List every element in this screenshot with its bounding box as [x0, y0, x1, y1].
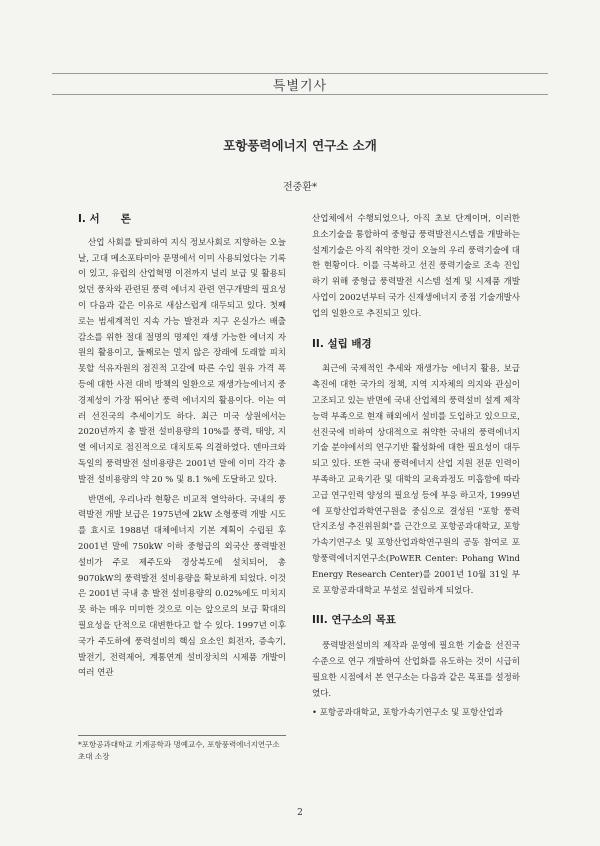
section-header-bar: [52, 73, 548, 95]
author: 전중환*: [283, 182, 317, 193]
article-title: 포항풍력에너지 연구소 소개: [223, 138, 377, 153]
paragraph: 풍력발전설비의 제작과 운영에 필요한 기술을 선진국 수준으로 연구 개발하여 산업화를 유도하는 것이 시급히 필요한 시점에서 본 연구소는 다음과 같은 목표를 설정하였다.: [312, 641, 520, 699]
bullet-text: 포항공과대학교, 포항가속기연구소 및 포항산업과: [319, 708, 503, 719]
page-number: 2: [297, 808, 303, 818]
paragraph: 최근에 국제적인 추세와 재생가능 에너지 활용, 보급 촉진에 대한 국가의 정책, 지역 지자체의 의지와 관심이 고조되고 있는 반면에 국내 산업체의 풍력설비 설계 제작 능력 부족으로 현재 해외에서 설비를 도입하고 있으므로, 선진국에 비하여 상대적으로 취약한 국내의 풍력에너지 기술 분야에서의 연구기반 활성화에 대한 필요성이 대두되고 있다. 또한 국내 풍력에너지 산업 지원 전문 인력이 부족하고 교육기관 및 대학의 교육과정도 미흡함에 따라 고급 연구인력 양성의 필요성 등에 부응 하고자, 1999년에 포항산업과학연구원을 중심으로 결성된 "포항 풍력 단지조성 추진위원회"를 근간으로 포항공과대학교, 포항가속기연구소 및 포항산업과학연구원의 공동 참여로 포항풍력에너지연구소(PoWER Center: Pohang Wind Energy Research Center)를 2001년 10월 31일 부로 포항공과대학교 부설로 설립하게 되었다.: [312, 364, 520, 596]
section-heading-background: II. 설립 배경: [312, 337, 372, 350]
paragraph-continued: 산업체에서 수행되었으나, 아직 초보 단계이며, 이러한 요소기술을 통합하여 중형급 풍력발전시스템을 개발하는 설계기술은 아직 취약한 것이 오늘의 우리 풍력기술에 대한 현황이다. 이를 극복하고 선진 풍력기술로 조속 진입하기 위해 중형급 풍력발전 시스템 설계 및 시제품 개발 사업이 2002년부터 국가 신재생에너지 중점 기술개발사업의 일환으로 추진되고 있다.: [312, 214, 520, 319]
bullet-icon: •: [312, 708, 320, 719]
right-column: [312, 212, 520, 726]
paragraph: 산업 사회를 탈피하여 지식 정보사회로 지향하는 오늘날, 고대 메소포타미아 문명에서 이미 사용되었다는 기록이 있고, 유럽의 산업혁명 이전까지 널리 보급 및 활용되었던 풍차와 관련된 풍력 에너지 관련 연구개발의 필요성이 다음과 같은 이유로 새삼스럽게 대두되고 있다. 첫째로는 범세계적인 지속 가능 발전과 지구 온실가스 배출 감소를 위한 절대 절명의 명제인 재생 가능한 에너지 자원의 활용이고, 둘째로는 멀지 않은 장래에 도래할 피치 못할 석유자원의 점진적 고갈에 따른 수입 원유 가격 폭등에 대한 사전 대비 방책의 일환으로 재생가능에너지 중 경제성이 가장 뛰어난 풍력 에너지의 활용이다. 이는 여러 선진국의 추세이기도 하다. 최근 미국 상원에서는 2020년까지 총 발전 설비용량의 10%를 풍력, 태양, 지열 에너지로 점진적으로 대치토록 의결하였다. 덴마크와 독일의 풍력발전 설비용량은 2001년 말에 이미 각각 총 발전 설비용량의 약 20 % 및 8.1 %에 도달하고 있다.: [78, 237, 286, 485]
footnote: *포항공과대학교 기계공학과 명예교수, 포항풍력에너지연구소 초대 소장: [78, 735, 286, 763]
section-heading-goals: III. 연구소의 목표: [312, 614, 396, 627]
bullet-item: [312, 706, 520, 722]
left-column: [78, 212, 286, 686]
section-label: 특별기사: [257, 75, 343, 94]
section-heading-intro: I. 서 론: [78, 213, 131, 225]
paragraph: 반면에, 우리나라 현황은 비교적 열악하다. 국내의 풍력발전 개발 보급은 1975년에 2kW 소형풍력 개발 시도를 효시로 1988년 대체에너지 기본 계획이 수립된 후 2001년 말에 750kW 이하 중형급의 외국산 풍력발전 설비가 주로 제주도와 경상북도에 설치되어, 총 9070kW의 풍력발전 설비용량을 확보하게 되었다. 이것은 2001년 국내 총 발전 설비용량의 0.02%에도 미치지 못 하는 매우 미미한 것으로 이는 앞으로의 보급 확대의 필요성을 단적으로 대변한다고 할 수 있다. 1997년 이후 국가 주도하에 풍력설비의 핵심 요소인 회전자, 증속기, 발전기, 전력제어, 계통연계 설비장치의 시제품 개발이 여러 연관: [78, 494, 286, 679]
